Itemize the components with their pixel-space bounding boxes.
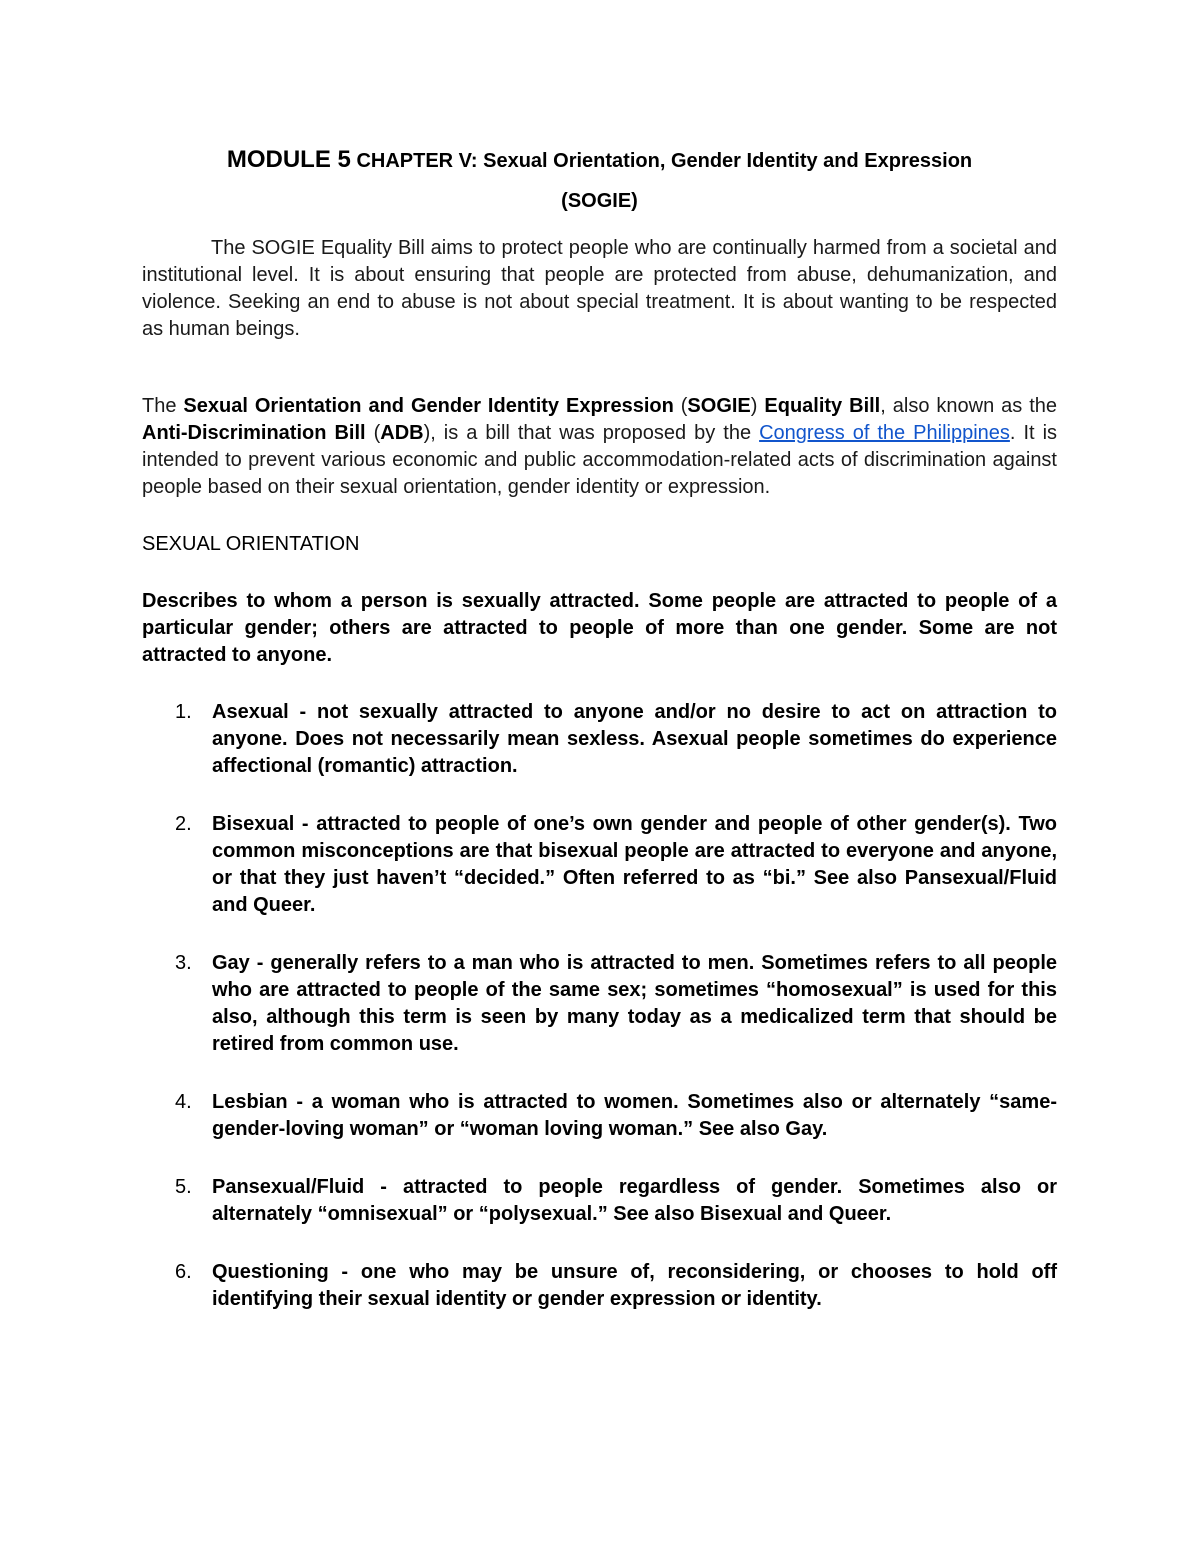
- list-item: [142, 699, 1057, 780]
- list-number: 6.: [175, 1261, 192, 1283]
- list-number: 3.: [175, 952, 192, 974]
- anti-discrimination-bill: Anti-Discrimination Bill: [142, 422, 366, 444]
- list-item: [142, 950, 1057, 1058]
- term-text: Questioning - one who may be unsure of, reconsidering, or chooses to hold off identifying their sexual identity or gender expression or identity.: [212, 1261, 1057, 1310]
- term-text: Pansexual/Fluid - attracted to people regardless of gender. Sometimes also or alternately “omnisexual” or “polysexual.” See also Bisexual and Queer.: [212, 1176, 1057, 1225]
- adb-acronym: ADB: [380, 422, 424, 444]
- module-title: [140, 140, 1059, 181]
- list-number: 4.: [175, 1091, 192, 1113]
- list-item: [142, 1259, 1057, 1313]
- list-item: [142, 811, 1057, 919]
- sogie-acronym: SOGIE: [687, 395, 751, 417]
- congress-link[interactable]: Congress of the Philippines: [759, 422, 1010, 444]
- intro-paragraph: The SOGIE Equality Bill aims to protect people who are continually harmed from a societal and institutional level. It is about ensuring that people are protected from abuse, dehumanization, and violence. Seeking an end to abuse is not about special treatment. It is about wanting to be respected as human beings.: [142, 237, 1057, 340]
- term-text: Lesbian - a woman who is attracted to women. Sometimes also or alternately “same-gender-loving woman” or “woman loving woman.” See also Gay.: [212, 1091, 1057, 1140]
- chapter-title: CHAPTER V: Sexual Orientation, Gender Identity and Expression: [356, 150, 973, 172]
- terms-list: [142, 699, 1057, 1313]
- list-number: 1.: [175, 701, 192, 723]
- section-description: Describes to whom a person is sexually attracted. Some people are attracted to people of a particular gender; others are attracted to people of more than one gender. Some are not attracted to anyone.: [142, 590, 1057, 666]
- term-text: Gay - generally refers to a man who is attracted to men. Sometimes refers to all people who are attracted to people of the same sex; sometimes “homosexual” is used for this also, although this term is seen by many today as a medicalized term that should be retired from common use.: [212, 952, 1057, 1055]
- bill-paragraph: The Sexual Orientation and Gender Identity Expression (SOGIE) Equality Bill, also known as the Anti-Discrimination Bill (ADB), is a bill that was proposed by the Congress of the Philippines. It is intended to prevent various economic and public accommodation-related acts of discrimination against people based on their sexual orientation, gender identity or expression.: [142, 395, 1058, 498]
- list-number: 2.: [175, 813, 192, 835]
- document-page: [142, 140, 1057, 1344]
- chapter-acronym: (SOGIE): [561, 190, 638, 212]
- equality-bill: Equality Bill: [764, 395, 881, 417]
- term-text: Asexual - not sexually attracted to anyone and/or no desire to act on attraction to anyone. Does not necessarily mean sexless. Asexual people sometimes do experience affectional (romantic) attraction.: [212, 701, 1057, 777]
- list-item: [142, 1089, 1057, 1143]
- list-item: [142, 1174, 1057, 1228]
- term-text: Bisexual - attracted to people of one’s own gender and people of other gender(s). Two common misconceptions are that bisexual people are attracted to everyone and anyone, or that they just haven’t “decided.” Often referred to as “bi.” See also Pansexual/Fluid and Queer.: [212, 813, 1057, 916]
- section-heading: SEXUAL ORIENTATION: [142, 533, 360, 555]
- module-number: MODULE 5: [226, 146, 351, 173]
- list-number: 5.: [175, 1176, 192, 1198]
- bill-name: Sexual Orientation and Gender Identity Expression: [183, 395, 674, 417]
